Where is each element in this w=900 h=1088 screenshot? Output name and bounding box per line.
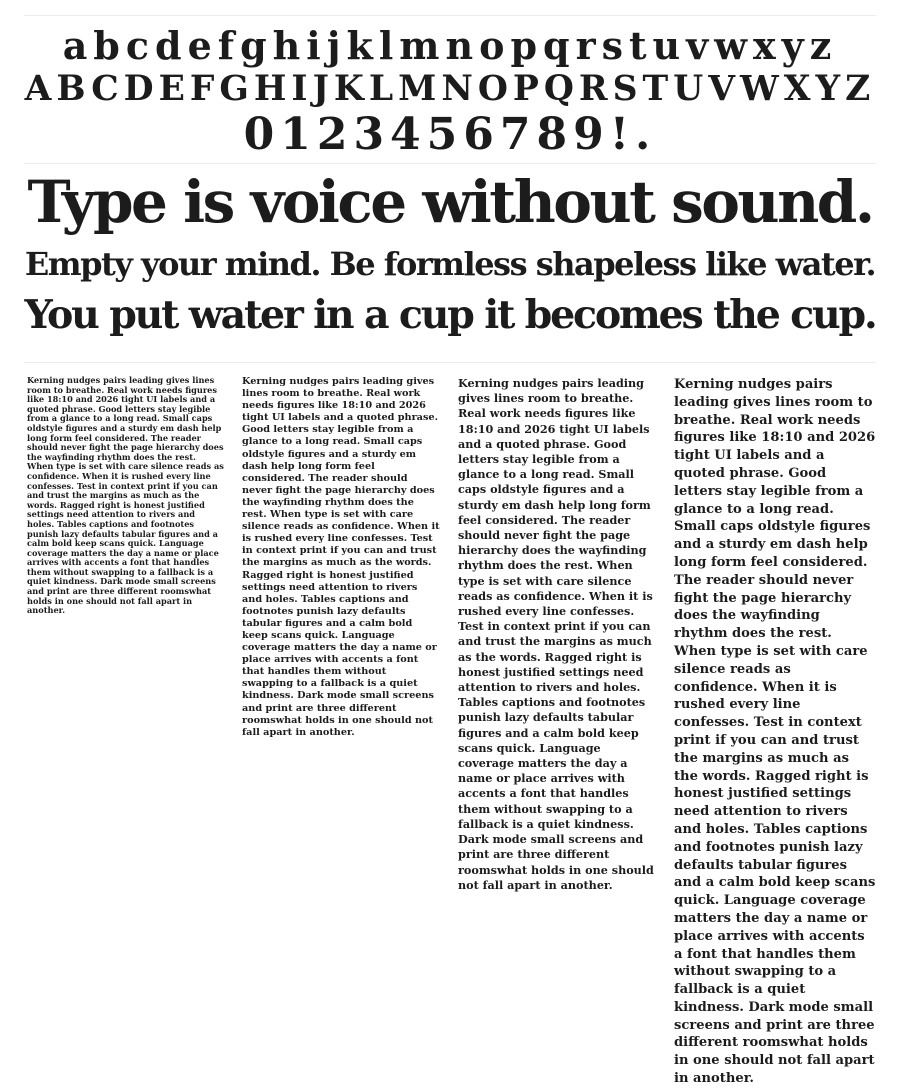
display-line-medium: Empty your mind. Be formless shapeless like water. bbox=[24, 245, 876, 283]
text-column-size-2: Kerning nudges pairs leading gives lines room to breathe. Real work needs figures like 18:10 and 2026 tight UI labels and a quoted phrase. Good letters stay legible from a glance to a long read. Small caps oldstyle figures and a sturdy em dash help long form feel considered. The reader should never fight the page hierarchy does the wayfinding rhythm does the rest. When type is set with care silence reads as confidence. When it is rushed every line confesses. Test in context print if you can and trust the margins as much as the words. Ragged right is honest justified settings need attention to rivers and holes. Tables captions and footnotes punish lazy defaults tabular figures and a calm bold keep scans quick. Language coverage matters the day a name or place arrives with accents a font that handles them without swapping to a fallback is a quiet kindness. Dark mode small screens and print are three different roomswhat holds in one should not fall apart in another. bbox=[242, 376, 440, 738]
figures-row: 0123456789!. bbox=[243, 109, 657, 160]
display-line-third: You put water in a cup it becomes the cup. bbox=[24, 292, 876, 338]
display-line-large: Type is voice without sound. bbox=[27, 168, 873, 236]
uppercase-alphabet: ABCDEFGHIJKLMNOPQRSTUVWXYZ bbox=[24, 69, 876, 109]
display-divider bbox=[24, 362, 876, 363]
specimen-divider bbox=[24, 163, 876, 164]
text-column-size-1: Kerning nudges pairs leading gives lines room to breathe. Real work needs figures like 18:10 and 2026 tight UI labels and a quoted phrase. Good letters stay legible from a glance to a long read. Small caps oldstyle figures and a sturdy em dash help long form feel considered. The reader should never fight the page hierarchy does the wayfinding rhythm does the rest. When type is set with care silence reads as confidence. When it is rushed every line confesses. Test in context print if you can and trust the margins as much as the words. Ragged right is honest justified settings need attention to rivers and holes. Tables captions and footnotes punish lazy defaults tabular figures and a calm bold keep scans quick. Language coverage matters the day a name or place arrives with accents a font that handles them without swapping to a fallback is a quiet kindness. Dark mode small screens and print are three different roomswhat holds in one should not fall apart in another. bbox=[27, 375, 224, 616]
lowercase-alphabet: abcdefghijklmnopqrstuvwxyz bbox=[62, 23, 838, 68]
text-column-size-3: Kerning nudges pairs leading gives lines room to breathe. Real work needs figures like 18:10 and 2026 tight UI labels and a quoted phrase. Good letters stay legible from a glance to a long read. Small caps oldstyle figures and a sturdy em dash help long form feel considered. The reader should never fight the page hierarchy does the wayfinding rhythm does the rest. When type is set with care silence reads as confidence. When it is rushed every line confesses. Test in context print if you can and trust the margins as much as the words. Ragged right is honest justified settings need attention to rivers and holes. Tables captions and footnotes punish lazy defaults tabular figures and a calm bold keep scans quick. Language coverage matters the day a name or place arrives with accents a font that handles them without swapping to a fallback is a quiet kindness. Dark mode small screens and print are three different roomswhat holds in one should not fall apart in another. bbox=[458, 376, 654, 892]
top-rule bbox=[24, 15, 876, 16]
text-column-size-4: Kerning nudges pairs leading gives lines room to breathe. Real work needs figures like 18:10 and 2026 tight UI labels and a quoted phrase. Good letters stay legible from a glance to a long read. Small caps oldstyle figures and a sturdy em dash help long form feel considered. The reader should never fight the page hierarchy does the wayfinding rhythm does the rest. When type is set with care silence reads as confidence. When it is rushed every line confesses. Test in context print if you can and trust the margins as much as the words. Ragged right is honest justified settings need attention to rivers and holes. Tables captions and footnotes punish lazy defaults tabular figures and a calm bold keep scans quick. Language coverage matters the day a name or place arrives with accents a font that handles them without swapping to a fallback is a quiet kindness. Dark mode small screens and print are three different roomswhat holds in one should not fall apart in another. bbox=[674, 377, 876, 1087]
